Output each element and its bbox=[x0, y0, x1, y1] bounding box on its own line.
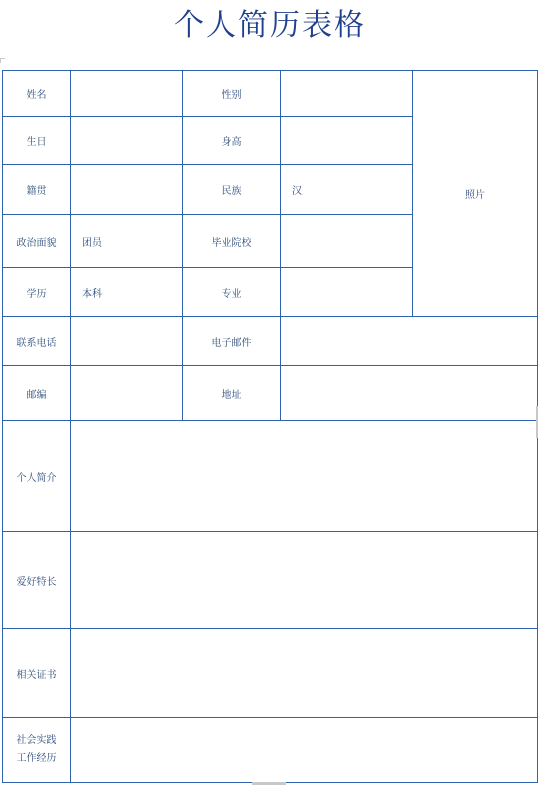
intro-field[interactable] bbox=[71, 421, 538, 532]
practice-label-line1: 社会实践 bbox=[16, 735, 57, 746]
row-phone bbox=[3, 317, 538, 366]
address-label: 地址 bbox=[183, 366, 281, 421]
resume-table bbox=[2, 70, 538, 783]
address-field[interactable] bbox=[281, 366, 538, 421]
row-practice bbox=[3, 718, 538, 783]
ethnicity-field[interactable]: 汉 bbox=[281, 165, 413, 215]
row-certificates bbox=[3, 629, 538, 718]
native-place-label: 籍贯 bbox=[3, 165, 71, 215]
ethnicity-label: 民族 bbox=[183, 165, 281, 215]
horizontal-scroll-marker[interactable] bbox=[252, 782, 286, 785]
photo-cell[interactable]: 照片 bbox=[413, 71, 538, 317]
gender-field[interactable] bbox=[281, 71, 413, 117]
row-postcode bbox=[3, 366, 538, 421]
hobbies-label: 爱好特长 bbox=[3, 532, 71, 629]
native-place-field[interactable] bbox=[71, 165, 183, 215]
school-label: 毕业院校 bbox=[183, 215, 281, 268]
political-status-field[interactable]: 团员 bbox=[71, 215, 183, 268]
vertical-scroll-marker[interactable] bbox=[536, 406, 538, 438]
major-label: 专业 bbox=[183, 268, 281, 317]
phone-field[interactable] bbox=[71, 317, 183, 366]
hobbies-field[interactable] bbox=[71, 532, 538, 629]
education-label: 学历 bbox=[3, 268, 71, 317]
school-field[interactable] bbox=[281, 215, 413, 268]
certificates-field[interactable] bbox=[71, 629, 538, 718]
name-field[interactable] bbox=[71, 71, 183, 117]
education-field[interactable]: 本科 bbox=[71, 268, 183, 317]
height-label: 身高 bbox=[183, 117, 281, 165]
row-name bbox=[3, 71, 538, 117]
practice-label bbox=[3, 718, 71, 783]
email-label: 电子邮件 bbox=[183, 317, 281, 366]
intro-label: 个人简介 bbox=[3, 421, 71, 532]
row-hobbies bbox=[3, 532, 538, 629]
postcode-label: 邮编 bbox=[3, 366, 71, 421]
page-title: 个人简历表格 bbox=[174, 8, 366, 43]
practice-field[interactable] bbox=[71, 718, 538, 783]
postcode-field[interactable] bbox=[71, 366, 183, 421]
political-status-label: 政治面貌 bbox=[3, 215, 71, 268]
margin-corner-mark bbox=[0, 58, 5, 63]
height-field[interactable] bbox=[281, 117, 413, 165]
phone-label: 联系电话 bbox=[3, 317, 71, 366]
certificates-label: 相关证书 bbox=[3, 629, 71, 718]
major-field[interactable] bbox=[281, 268, 413, 317]
birthday-field[interactable] bbox=[71, 117, 183, 165]
email-field[interactable] bbox=[281, 317, 538, 366]
name-label: 姓名 bbox=[3, 71, 71, 117]
row-intro bbox=[3, 421, 538, 532]
birthday-label: 生日 bbox=[3, 117, 71, 165]
practice-label-line2: 工作经历 bbox=[16, 753, 57, 764]
gender-label: 性别 bbox=[183, 71, 281, 117]
